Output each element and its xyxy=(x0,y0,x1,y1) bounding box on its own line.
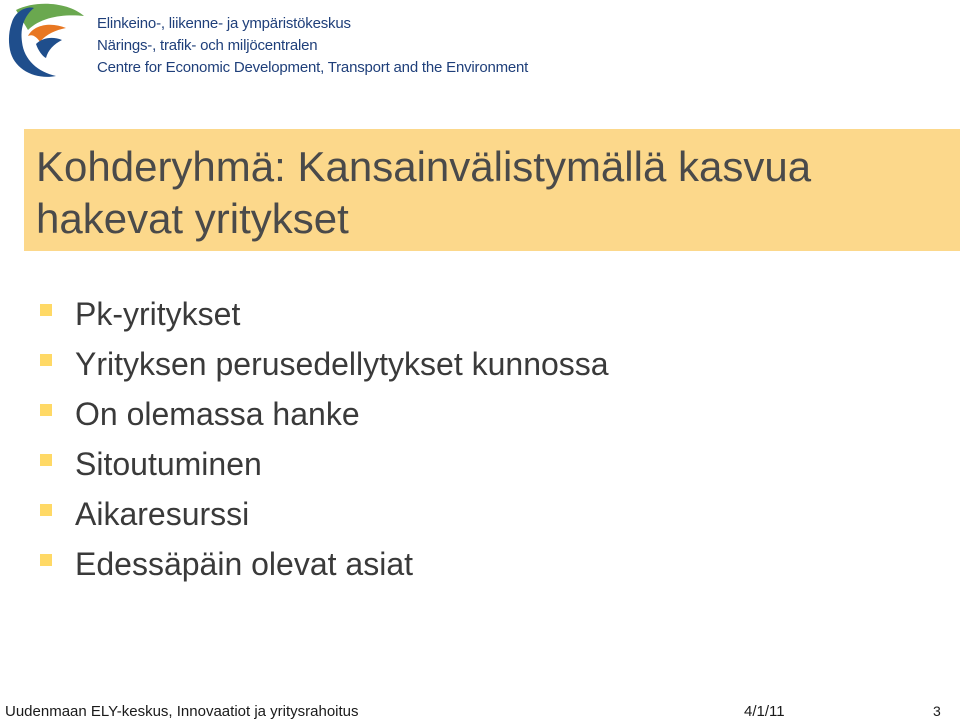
bullet-item xyxy=(40,439,609,489)
bullet-item xyxy=(40,339,609,389)
square-bullet-icon xyxy=(40,354,52,366)
square-bullet-icon xyxy=(40,504,52,516)
bullet-text: Aikaresurssi xyxy=(75,495,250,532)
org-name-finnish: Elinkeino-, liikenne- ja ympäristökeskus xyxy=(97,15,351,32)
organization-names xyxy=(97,13,528,79)
page-number: 3 xyxy=(933,703,941,719)
slide-title: Kohderyhmä: Kansainvälistymällä kasvua hakevat yritykset xyxy=(36,143,812,242)
footer-date: 4/1/11 xyxy=(744,703,785,720)
bullet-item xyxy=(40,539,609,589)
bullet-text: Sitoutuminen xyxy=(75,445,262,482)
bullet-text: On olemassa hanke xyxy=(75,395,360,432)
bullet-text: Edessäpäin olevat asiat xyxy=(75,545,413,582)
bullet-item xyxy=(40,489,609,539)
bullet-text: Pk-yritykset xyxy=(75,295,241,332)
square-bullet-icon xyxy=(40,404,52,416)
square-bullet-icon xyxy=(40,454,52,466)
footer-organization: Uudenmaan ELY-keskus, Innovaatiot ja yritysrahoitus xyxy=(5,703,359,720)
bullet-text: Yrityksen perusedellytykset kunnossa xyxy=(75,345,609,382)
org-name-swedish: Närings-, trafik- och miljöcentralen xyxy=(97,37,318,54)
ely-centre-logo-icon xyxy=(6,0,86,84)
org-name-english: Centre for Economic Development, Transport and the Environment xyxy=(97,59,529,76)
square-bullet-icon xyxy=(40,554,52,566)
bullet-item xyxy=(40,289,609,339)
bullet-list xyxy=(40,289,609,589)
bullet-item xyxy=(40,389,609,439)
square-bullet-icon xyxy=(40,304,52,316)
